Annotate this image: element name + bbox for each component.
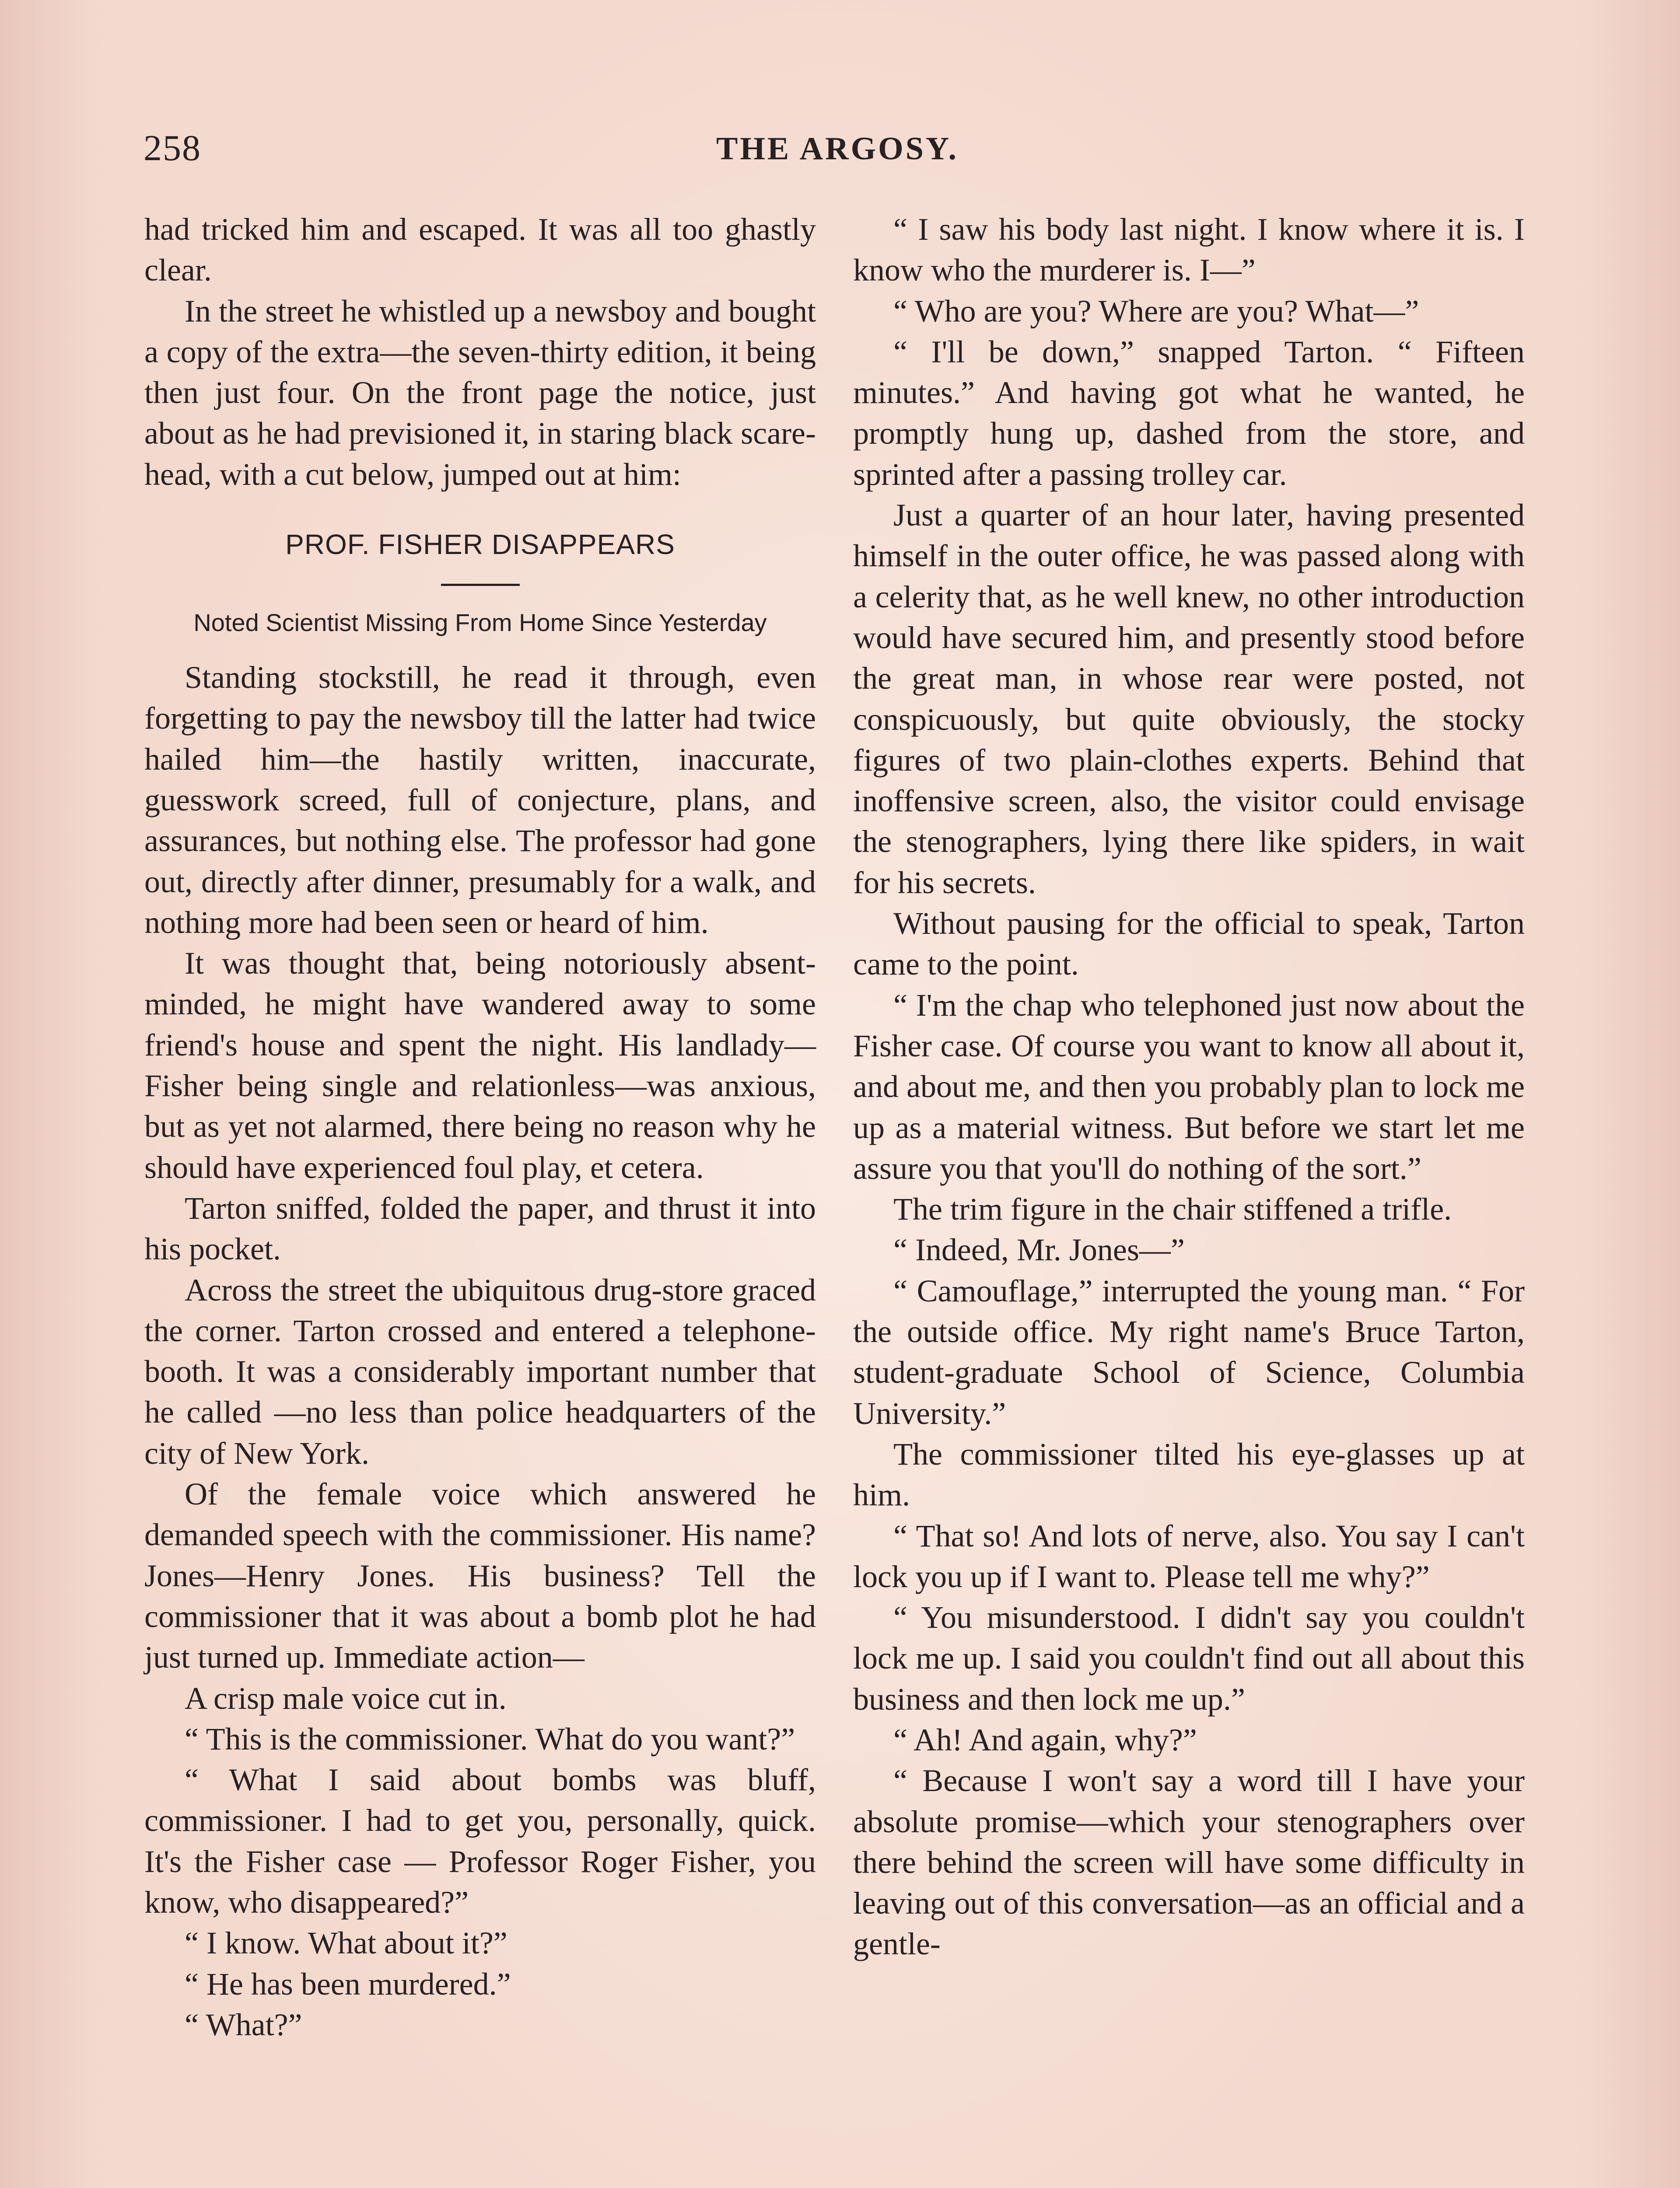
paragraph: “ I saw his body last night. I know where it is. I know who the murderer is. I—” — [853, 212, 1525, 288]
paragraph: Across the street the ubiquitous drug-store graced the corner. Tarton crossed and entered a telephone-booth. It was a considerably important number that he called —no less than police headquarters of the city of New York. — [144, 1272, 816, 1471]
paragraph: Standing stockstill, he read it through, even forgetting to pay the newsboy till the latter had twice hailed him—the hastily written, inaccurate, guesswork screed, full of conjecture, plans, and assurances, but nothing else. The professor had gone out, directly after dinner, presumably for a walk, and nothing more had been seen or heard of him. — [144, 660, 816, 940]
page-header — [144, 127, 1531, 184]
paragraph: “ I know. What about it?” — [185, 1925, 508, 1961]
paragraph: “ I'm the chap who telephoned just now about the Fisher case. Of course you want to know all about it, and about me, and then you probably plan to lock me up as a material witness. But before we start let me assure you that you'll do nothing of the sort.” — [853, 987, 1525, 1186]
paragraph: It was thought that, being notoriously absent-minded, he might have wandered away to some friend's house and spent the night. His landlady—Fisher being single and relationless—was anxious, but as yet not alarmed, there being no reason why he should have experienced foul play, et cetera. — [144, 946, 816, 1185]
paragraph: “ He has been murdered.” — [185, 1966, 511, 2002]
paragraph: Just a quarter of an hour later, having presented himself in the outer office, he was passed along with a celerity that, as he well knew, no other introduction would have secured him, and presently stood before the great man, in whose rear were posted, not conspicuously, but quite obviously, the stocky figures of two plain-clothes experts. Behind that inoffensive screen, also, the visitor could envisage the stenographers, lying there like spiders, in wait for his secrets. — [853, 498, 1525, 900]
paragraph: “ That so! And lots of nerve, also. You say I can't lock you up if I want to. Please tell me why?” — [853, 1518, 1525, 1594]
paragraph: “ Ah! And again, why?” — [893, 1722, 1197, 1757]
paragraph: “ What?” — [185, 2007, 302, 2042]
paragraph: A crisp male voice cut in. — [185, 1680, 507, 1716]
running-head: THE ARGOSY. — [716, 131, 959, 167]
paragraph: Without pausing for the official to speak, Tarton came to the point. — [853, 906, 1525, 982]
right-column — [853, 209, 1525, 1965]
paragraph: “ Who are you? Where are you? What—” — [893, 293, 1419, 329]
article-subhead: Noted Scientist Missing From Home Since Yesterday — [193, 609, 767, 637]
headline-divider — [441, 584, 520, 586]
page-number: 258 — [144, 128, 201, 168]
article-headline: PROF. FISHER DISAPPEARS — [285, 529, 675, 561]
paragraph: “ I'll be down,” snapped Tarton. “ Fifteen minutes.” And having got what he wanted, he promptly hung up, dashed from the store, and sprinted after a passing trolley car. — [853, 334, 1525, 492]
left-column — [144, 209, 816, 2045]
paragraph: “ Camouflage,” interrupted the young man. “ For the outside office. My right name's Bruce Tarton, student-graduate School of Science, Columbia University.” — [853, 1273, 1525, 1431]
paragraph: The commissioner tilted his eye-glasses up at him. — [853, 1436, 1525, 1513]
paragraph: had tricked him and escaped. It was all too ghastly clear. — [144, 212, 816, 288]
paragraph: The trim figure in the chair stiffened a trifle. — [893, 1192, 1452, 1227]
paragraph: In the street he whistled up a newsboy and bought a copy of the extra—the seven-thirty edition, it being then just four. On the front page the notice, just about as he had previsioned it, in staring black scare-head, with a cut below, jumped out at him: — [144, 293, 816, 492]
paragraph: “ You misunderstood. I didn't say you couldn't lock me up. I said you couldn't find out all about this business and then lock me up.” — [853, 1600, 1525, 1717]
paragraph: Of the female voice which answered he demanded speech with the commissioner. His name? Jones—Henry Jones. His business? Tell the commissioner that it was about a bomb plot he had just turned up. Immediate action— — [144, 1476, 816, 1675]
paragraph: “ This is the commissioner. What do you want?” — [185, 1721, 795, 1757]
paragraph: “ Because I won't say a word till I have your absolute promise—which your stenographers over there behind the screen will have some difficulty in leaving out of this conversation—as an official and a gentle- — [853, 1763, 1525, 1962]
paragraph: “ What I said about bombs was bluff, commissioner. I had to get you, personally, quick. It's the Fisher case — Professor Roger Fisher, you know, who disappeared?” — [144, 1762, 816, 1920]
paragraph: Tarton sniffed, folded the paper, and thrust it into his pocket. — [144, 1190, 816, 1267]
paragraph: “ Indeed, Mr. Jones—” — [893, 1232, 1185, 1268]
